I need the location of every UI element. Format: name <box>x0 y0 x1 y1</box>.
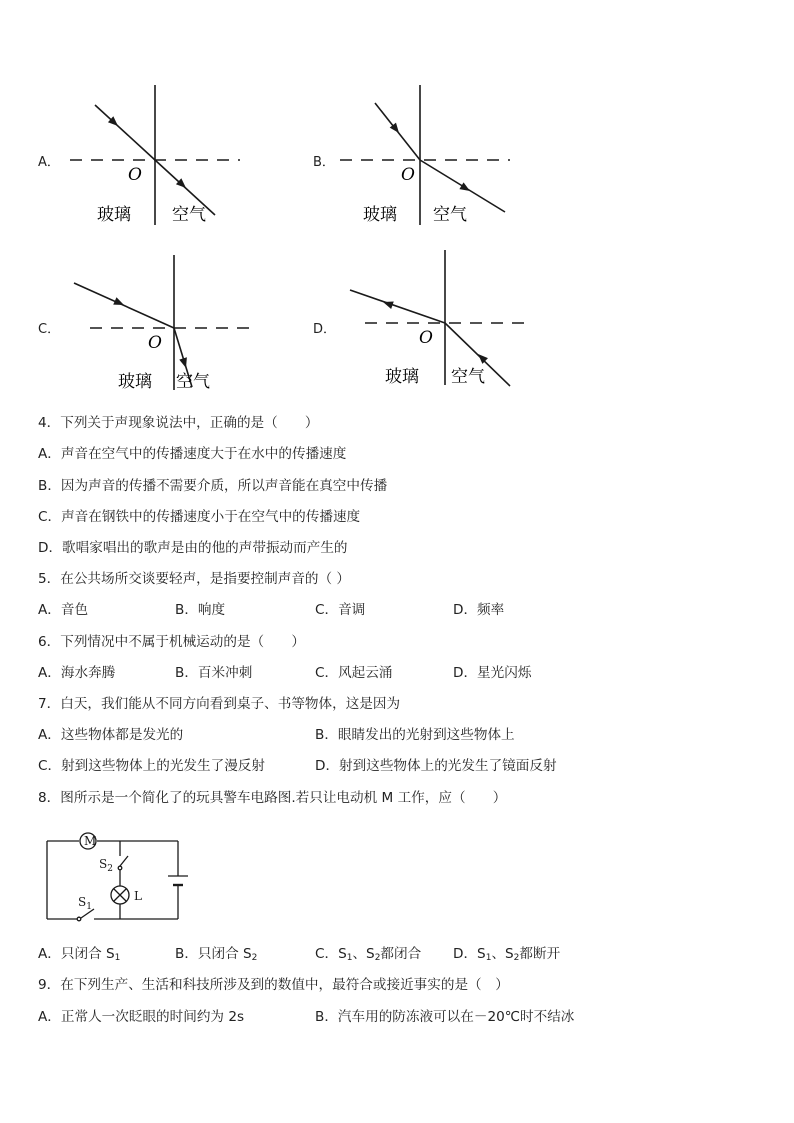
q4-option-d[interactable]: D．歌唱家唱出的歌声是由的他的声带振动而产生的 <box>38 540 348 556</box>
switch-s2 <box>120 856 128 866</box>
lamp-label: L <box>134 889 142 903</box>
option-a-label: A． <box>38 155 60 170</box>
glass-label: 玻璃 <box>97 205 131 225</box>
q9-stem: 9．在下列生产、生活和科技所涉及到的数值中，最符合或接近事实的是（ ） <box>38 977 509 993</box>
q5-option-b[interactable]: B．响度 <box>175 602 226 618</box>
q7-option-c[interactable]: C．射到这些物体上的光发生了漫反射 <box>38 758 265 774</box>
origin-label: O <box>148 333 162 353</box>
refracted-arrow <box>459 182 472 194</box>
q5-option-a[interactable]: A．音色 <box>38 602 89 618</box>
s1-contact <box>77 917 81 921</box>
origin-label: O <box>419 328 433 348</box>
q9-option-b[interactable]: B．汽车用的防冻液可以在－20℃时不结冰 <box>315 1009 575 1025</box>
q7-option-b[interactable]: B．眼睛发出的光射到这些物体上 <box>315 727 515 743</box>
option-b-label: B． <box>313 155 335 170</box>
q8-option-a[interactable]: A．只闭合 $S_1$ <box>38 946 121 963</box>
q4-option-b[interactable]: B．因为声音的传播不需要介质，所以声音能在真空中传播 <box>38 478 388 494</box>
q7-stem: 7．白天，我们能从不同方向看到桌子、书等物体，这是因为 <box>38 696 401 712</box>
s2-contact <box>118 866 122 870</box>
q8-option-b[interactable]: B．只闭合 $S_2$ <box>175 946 258 963</box>
q5-stem: 5．在公共场所交谈要轻声，是指要控制声音的（ ） <box>38 571 351 587</box>
option-d-label: D． <box>313 322 337 337</box>
refracted-arrow <box>179 357 190 369</box>
refraction-diagram-b <box>335 85 535 225</box>
air-label: 空气 <box>172 205 206 225</box>
incident-arrow <box>113 297 125 308</box>
q5-option-d[interactable]: D．频率 <box>453 602 505 618</box>
air-label: 空气 <box>451 367 485 387</box>
refraction-diagram-d <box>345 250 545 390</box>
q8-option-d[interactable]: D．$S_1$、$S_2$都断开 <box>453 946 561 963</box>
q6-stem: 6．下列情况中不属于机械运动的是（ ） <box>38 634 305 650</box>
s1-label: $S_1$ <box>78 895 92 912</box>
option-c-label: C． <box>38 322 61 337</box>
s2-label: $S_2$ <box>99 857 113 874</box>
origin-label: O <box>128 165 142 185</box>
glass-label: 玻璃 <box>385 367 419 387</box>
circuit-diagram <box>38 830 198 930</box>
incident-ray <box>74 283 174 328</box>
q4-option-c[interactable]: C．声音在钢铁中的传播速度小于在空气中的传播速度 <box>38 509 361 525</box>
q6-option-d[interactable]: D．星光闪烁 <box>453 665 532 681</box>
q9-option-a[interactable]: A．正常人一次眨眼的时间约为 2s <box>38 1009 245 1025</box>
origin-label: O <box>401 165 415 185</box>
q8-stem: 8．图所示是一个简化了的玩具警车电路图.若只让电动机 M 工作，应（ ） <box>38 790 507 806</box>
q4-option-a[interactable]: A．声音在空气中的传播速度大于在水中的传播速度 <box>38 446 347 462</box>
refraction-diagram-a <box>60 85 260 225</box>
q5-option-c[interactable]: C．音调 <box>315 602 366 618</box>
q6-option-c[interactable]: C．风起云涌 <box>315 665 393 681</box>
refraction-diagram-c <box>80 255 280 395</box>
motor-label: M <box>84 834 97 848</box>
refracted-arrow <box>382 298 394 309</box>
q6-option-b[interactable]: B．百米冲刺 <box>175 665 253 681</box>
q4-stem: 4．下列关于声现象说法中，正确的是（ ） <box>38 415 319 431</box>
q7-option-a[interactable]: A．这些物体都是发光的 <box>38 727 184 743</box>
air-label: 空气 <box>433 205 467 225</box>
air-label: 空气 <box>176 372 210 392</box>
glass-label: 玻璃 <box>363 205 397 225</box>
refracted-ray <box>350 290 445 323</box>
glass-label: 玻璃 <box>118 372 152 392</box>
q6-option-a[interactable]: A．海水奔腾 <box>38 665 116 681</box>
q8-option-c[interactable]: C．$S_1$、$S_2$都闭合 <box>315 946 422 963</box>
incident-ray <box>95 105 155 160</box>
q7-option-d[interactable]: D．射到这些物体上的光发生了镜面反射 <box>315 758 557 774</box>
